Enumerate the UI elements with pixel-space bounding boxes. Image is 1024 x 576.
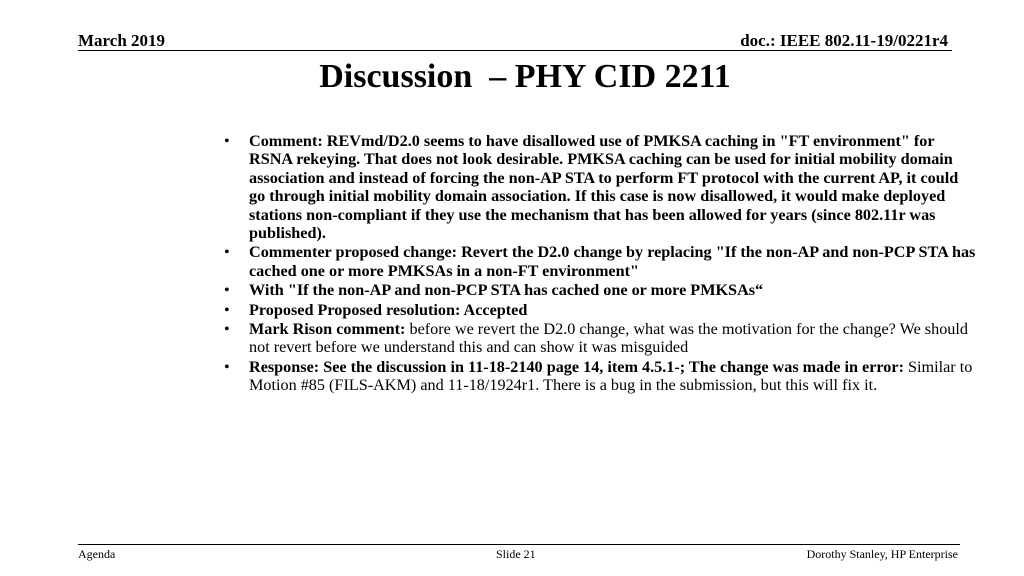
bullet-item xyxy=(224,358,976,395)
bullet-item xyxy=(224,301,976,319)
bullet-list xyxy=(224,132,976,396)
bullet-item xyxy=(224,243,976,280)
bullet-bold-text: Mark Rison comment: xyxy=(249,320,406,339)
header-divider xyxy=(78,50,952,51)
bullet-text: before we revert the D2.0 change, what was the motivation for the change? We should not revert before we understand this and can show it was misguided xyxy=(249,320,968,357)
header-doc-id: doc.: IEEE 802.11-19/0221r4 xyxy=(740,31,948,50)
bullet-bold-text: With "If the non-AP and non-PCP STA has cached one or more PMKSAs“ xyxy=(249,281,764,300)
bullet-bold-text: Commenter proposed change: Revert the D2.0 change by replacing "If the non-AP and non-PCP STA has cached one or more PMKSAs in a non-FT environment" xyxy=(249,243,976,280)
slide-title: Discussion – PHY CID 2211 xyxy=(319,58,731,95)
footer-author: Dorothy Stanley, HP Enterprise xyxy=(806,547,958,561)
bullet-item xyxy=(224,281,976,299)
bullet-item xyxy=(224,320,976,357)
header-date: March 2019 xyxy=(78,31,166,50)
footer-divider xyxy=(78,544,960,545)
footer-slide-number: Slide 21 xyxy=(496,547,536,561)
footer-agenda: Agenda xyxy=(78,547,116,561)
bullet-bold-text: Proposed Proposed resolution: Accepted xyxy=(249,300,528,319)
bullet-bold-text: Response: See the discussion in 11-18-2140 page 14, item 4.5.1-; The change was made in error: xyxy=(249,357,904,376)
bullet-bold-text: Comment: REVmd/D2.0 seems to have disallowed use of PMKSA caching in "FT environment" for RSNA rekeying. That does not look desirable. PMKSA caching can be used for initial mobility domain association and instead of forcing the non-AP STA to perform FT protocol with the current AP, it could go through initial mobility domain association. If this case is now disallowed, it would make deployed stations non-compliant if they use the mechanism that has been allowed for years (since 802.11r was published). xyxy=(249,132,959,243)
bullet-item xyxy=(224,132,976,242)
bullet-text: Similar to Motion #85 (FILS-AKM) and 11-18/1924r1. There is a bug in the submission, but this will fix it. xyxy=(249,357,973,395)
